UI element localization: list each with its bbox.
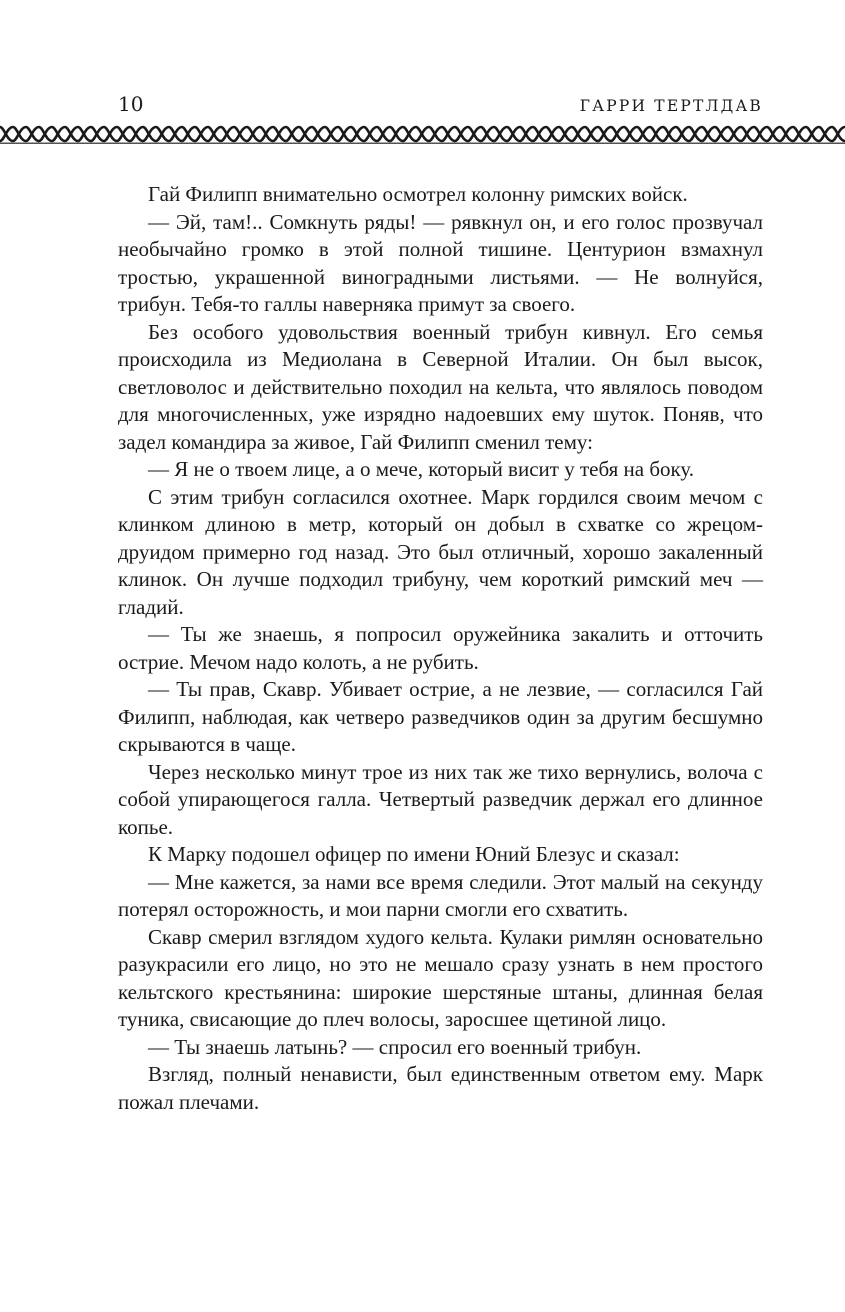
paragraph: Через несколько минут трое из них так же тихо вернулись, волоча с собой упирающегося галла. Четвертый разведчик держал его длинное копье. [118,759,763,839]
body-text [118,181,763,1116]
paragraph: Гай Филипп внимательно осмотрел колонну римских войск. [148,182,688,206]
running-head [118,92,763,118]
paragraph: — Ты знаешь латынь? — спросил его военный трибун. [148,1034,642,1059]
paragraph: — Эй, там!.. Сомкнуть ряды! — рявкнул он, и его голос прозвучал необычайно громко в этой полной тишине. Центурион взмахнул тростью, украшенной виноградными листьями. — Не волнуйся, трибун. Тебя-то галлы наверняка примут за своего. [118,209,763,316]
braided-rope-divider-icon [0,124,845,144]
paragraph: Без особого удовольствия военный трибун кивнул. Его семья происходила из Медиолана в Северной Италии. Он был высок, светловолос и действительно походил на кельта, что являлось поводом для многочисленных, уже изрядно надоевших ему шуток. Поняв, что задел командира за живое, Гай Филипп сменил тему: [118,319,763,454]
paragraph: — Ты же знаешь, я попросил оружейника закалить и отточить острие. Мечом надо колоть, а не рубить. [118,622,763,674]
paragraph: Взгляд, полный ненависти, был единственным ответом ему. Марк пожал плечами. [118,1062,763,1114]
running-title: ГАРРИ ТЕРТЛДАВ [579,97,763,115]
paragraph: Скавр смерил взглядом худого кельта. Кулаки римлян основательно разукрасили его лицо, но это не мешало сразу узнать в нем простого кельтского крестьянина: широкие шерстяные штаны, длинная белая туника, свисающие до плеч волосы, заросшее щетиной лицо. [118,924,763,1031]
paragraph: — Ты прав, Скавр. Убивает острие, а не лезвие, — согласился Гай Филипп, наблюдая, как четверо разведчиков один за другим бесшумно скрываются в чаще. [118,677,763,756]
paragraph: К Марку подошел офицер по имени Юний Блезус и сказал: [148,842,680,866]
paragraph: С этим трибун согласился охотнее. Марк гордился своим мечом с клинком длиною в метр, который он добыл в схватке со жрецом-друидом примерно год назад. Это был отличный, хорошо закаленный клинок. Он лучше подходил трибуну, чем короткий римский меч — гладий. [118,484,763,619]
paragraph: — Мне кажется, за нами все время следили. Этот малый на секунду потерял осторожность, и мои парни смогли его схватить. [118,869,763,921]
page-number: 10 [118,92,144,116]
paragraph: — Я не о твоем лице, а о мече, который висит у тебя на боку. [148,457,695,481]
